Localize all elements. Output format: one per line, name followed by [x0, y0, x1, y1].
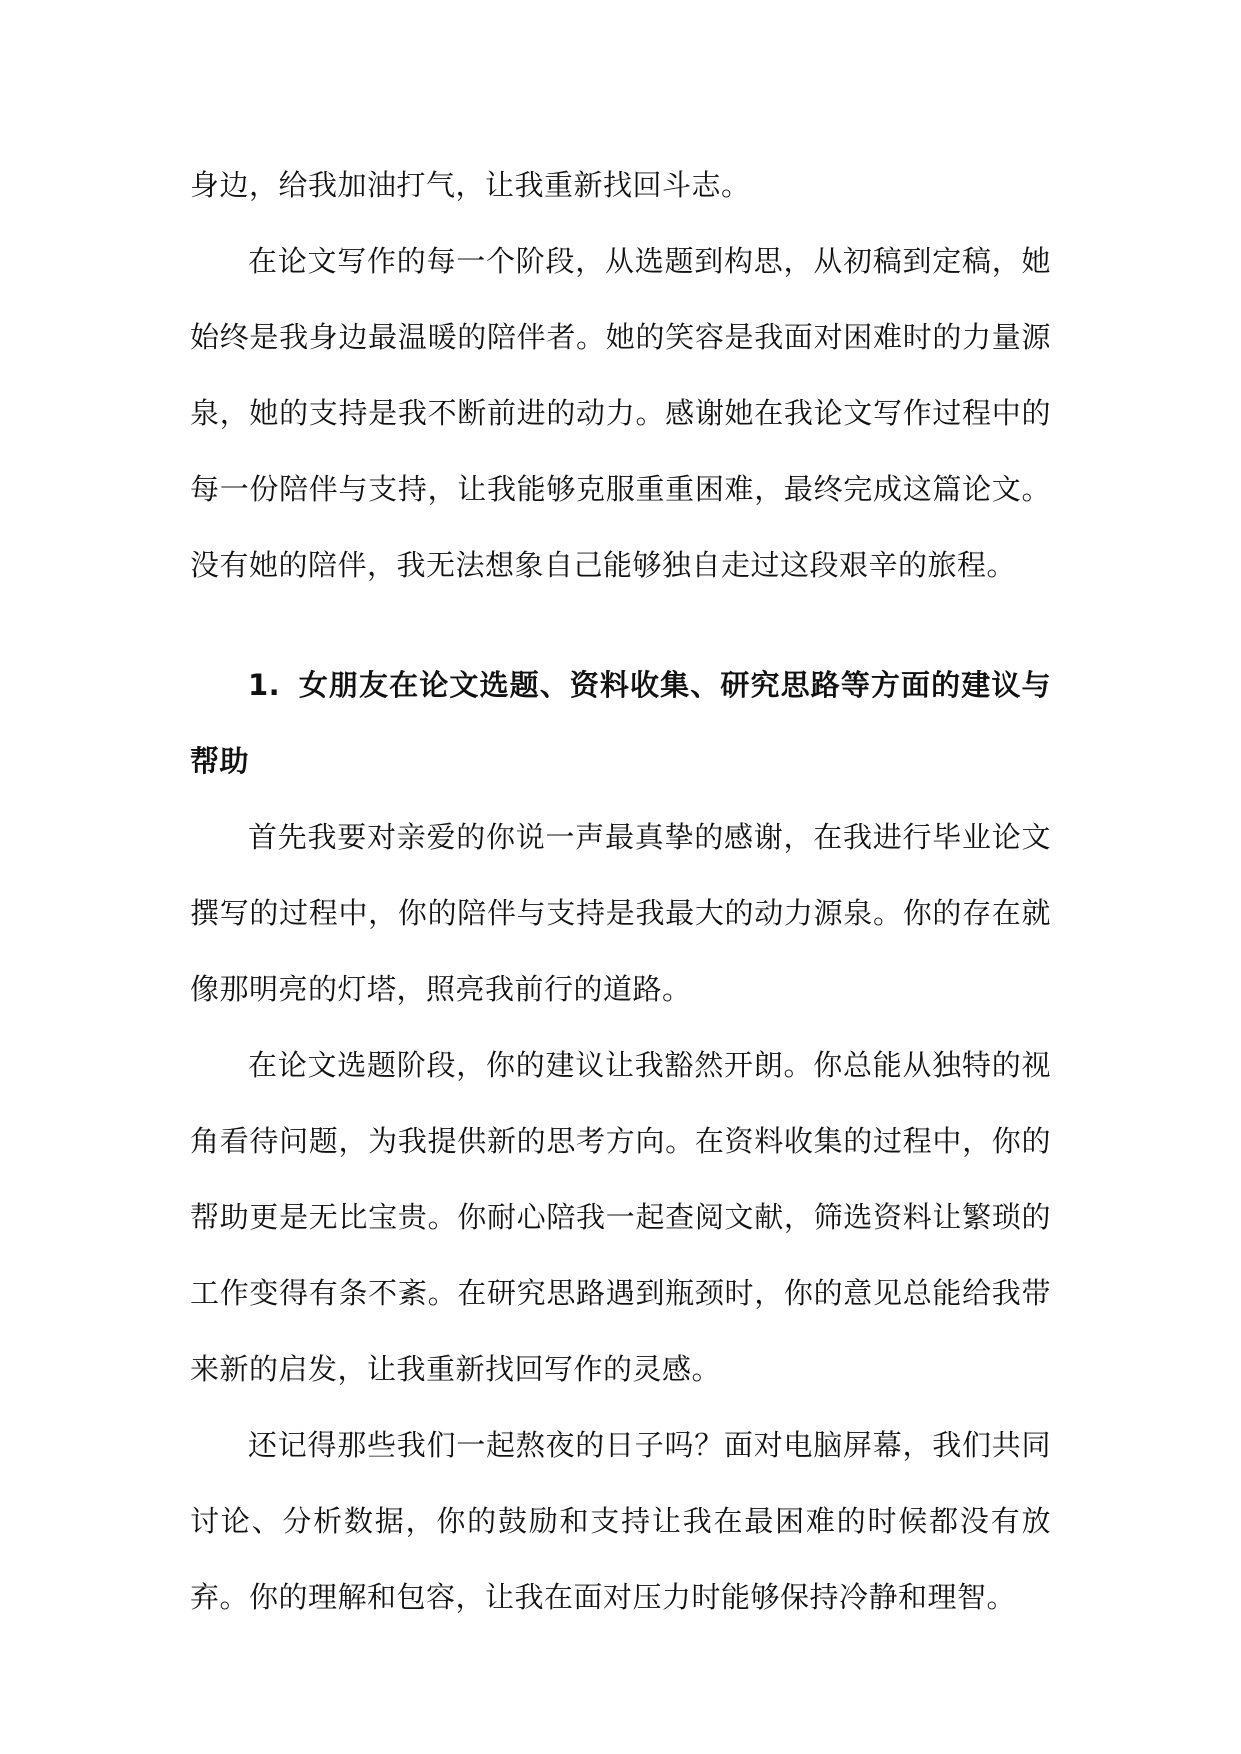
- section-heading: [190, 647, 1051, 799]
- paragraph-continued: 身边，给我加油打气，让我重新找回斗志。: [190, 168, 751, 202]
- paragraph-late-nights: 还记得那些我们一起熬夜的日子吗？面对电脑屏幕，我们共同讨论、分析数据，你的鼓励和支持让我在最困难的时候都没有放弃。你的理解和包容，让我在面对压力时能够保持冷静和理智。: [190, 1428, 1051, 1614]
- paragraph-companion: 在论文写作的每一个阶段，从选题到构思，从初稿到定稿，她始终是我身边最温暖的陪伴者。她的笑容是我面对困难时的力量源泉，她的支持是我不断前进的动力。感谢她在我论文写作过程中的每一份陪伴与支持，让我能够克服重重困难，最终完成这篇论文。没有她的陪伴，我无法想象自己能够独自走过这段艰辛的旅程。: [190, 244, 1051, 582]
- paragraph-topic-selection: 在论文选题阶段，你的建议让我豁然开朗。你总能从独特的视角看待问题，为我提供新的思考方向。在资料收集的过程中，你的帮助更是无比宝贵。你耐心陪我一起查阅文献，筛选资料让繁琐的工作变得有条不紊。在研究思路遇到瓶颈时，你的意见总能给我带来新的启发，让我重新找回写作的灵感。: [190, 1048, 1051, 1386]
- paragraph-thanks: 首先我要对亲爱的你说一声最真挚的感谢，在我进行毕业论文撰写的过程中，你的陪伴与支持是我最大的动力源泉。你的存在就像那明亮的灯塔，照亮我前行的道路。: [190, 820, 1051, 1006]
- section-heading-text: 女朋友在论文选题、资料收集、研究思路等方面的建议与帮助: [190, 668, 1051, 778]
- section-heading-number: 1.: [248, 668, 281, 702]
